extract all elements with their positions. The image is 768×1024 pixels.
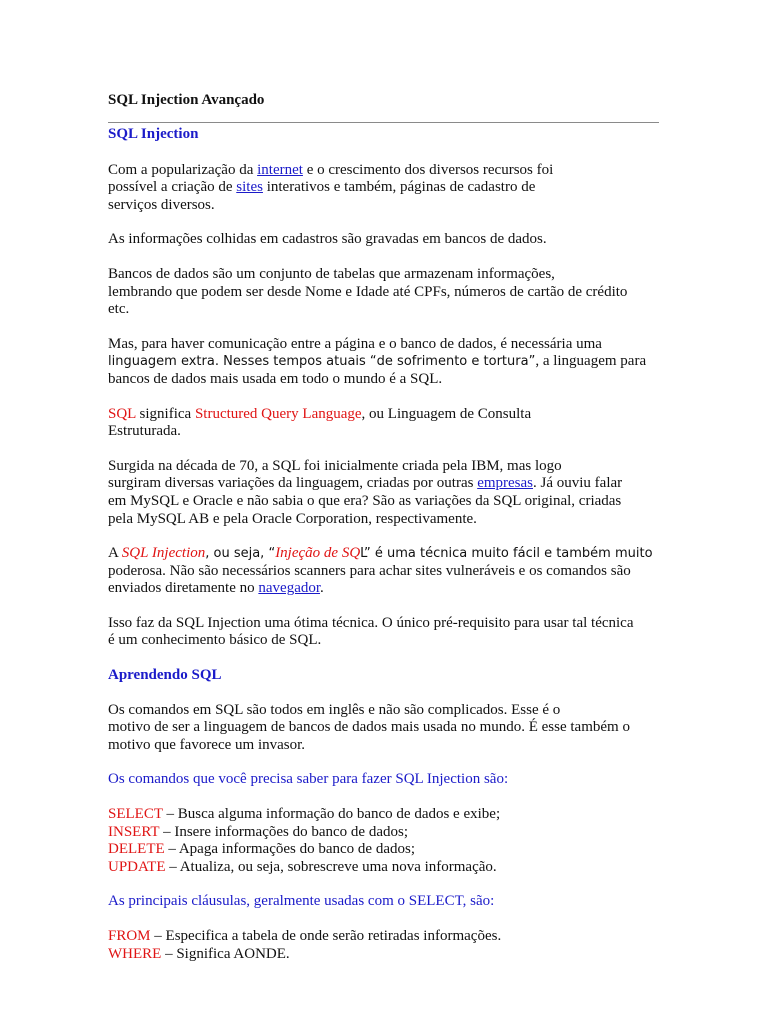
clauses-intro: As principais cláusulas, geralmente usadas com o SELECT, são:: [108, 893, 495, 910]
keyword-structured-query-language: Structured Query Language: [194, 405, 362, 422]
paragraph-sql-significa: SQL significa Structured Query Language, ou Linguagem de Consulta Estruturada.: [108, 405, 532, 440]
paragraph-intro: Com a popularização da internet e o crescimento dos diversos recursos foi possível a criação de sites interativos e também, páginas de cadastro de serviços diversos.: [108, 161, 554, 213]
paragraph-bancos: Bancos de dados são um conjunto de tabelas que armazenam informações, lembrando que podem ser desde Nome e Idade até CPFs, números de cartão de crédito etc.: [108, 265, 628, 318]
keyword-sql-injection: SQL Injection: [121, 545, 206, 562]
document-body: [108, 126, 660, 963]
keyword-from: FROM: [108, 928, 151, 944]
link-empresas[interactable]: empresas: [477, 475, 533, 492]
title-divider: [108, 122, 659, 123]
keyword-select: SELECT: [108, 806, 163, 823]
document-title: SQL Injection Avançado: [108, 92, 265, 108]
paragraph-comunicacao: Mas, para haver comunicação entre a página e o banco de dados, é necessária uma linguagem extra. Nesses tempos atuais “de sofrimento e tortura”, a linguagem para bancos de dados mais usada em todo o mundo é a SQL.: [108, 335, 647, 387]
commands-intro: Os comandos que você precisa saber para fazer SQL Injection são:: [108, 771, 509, 788]
link-sites[interactable]: sites: [236, 179, 263, 196]
paragraph-comandos: Os comandos em SQL são todos em inglês e não são complicados. Esse é o motivo de ser a linguagem de bancos de dados mais usada no mundo. É esse também o motivo que favorece um invasor.: [108, 701, 630, 753]
keyword-injecao-de-sql: Injeção de SQ: [275, 545, 361, 562]
keyword-sql: SQL: [108, 405, 136, 422]
clauses-list: FROM – Especifica a tabela de onde serão retiradas informações. WHERE – Significa AONDE.: [108, 928, 502, 962]
keyword-update: UPDATE: [108, 858, 166, 875]
keyword-insert: INSERT: [108, 823, 160, 840]
paragraph-tecnica: Isso faz da SQL Injection uma ótima técnica. O único pré-requisito para usar tal técnica é um conhecimento básico de SQL.: [108, 614, 634, 649]
keyword-delete: DELETE: [108, 841, 165, 858]
section-heading-aprendendo-sql: Aprendendo SQL: [108, 667, 222, 684]
section-heading-sql-injection: SQL Injection: [108, 126, 199, 142]
paragraph-cadastros: As informações colhidas em cadastros são gravadas em bancos de dados.: [108, 231, 547, 248]
commands-list: SELECT – Busca alguma informação do banco de dados e exibe; INSERT – Insere informações do banco de dados; DELETE – Apaga informações do banco de dados; UPDATE – Atualiza, ou seja, sobrescreve uma nova informação.: [108, 806, 501, 875]
keyword-where: WHERE: [108, 945, 162, 962]
paragraph-historia: Surgida na década de 70, a SQL foi inicialmente criada pela IBM, mas logo surgiram diversas variações da linguagem, criadas por outras empresas. Já ouviu falar em MySQL e Oracle e não sabia o que era? São as variações da SQL original, criadas pela MySQL AB e pela Oracle Corporation, respectivamente.: [108, 457, 623, 527]
link-internet[interactable]: internet: [257, 161, 303, 178]
paragraph-injecao: A SQL Injection, ou seja, “Injeção de SQL” é uma técnica muito fácil e também muito poderosa. Não são necessários scanners para achar sites vulneráveis e os comandos são enviados diretamente no navegador.: [108, 545, 653, 597]
link-navegador[interactable]: navegador: [258, 580, 321, 597]
